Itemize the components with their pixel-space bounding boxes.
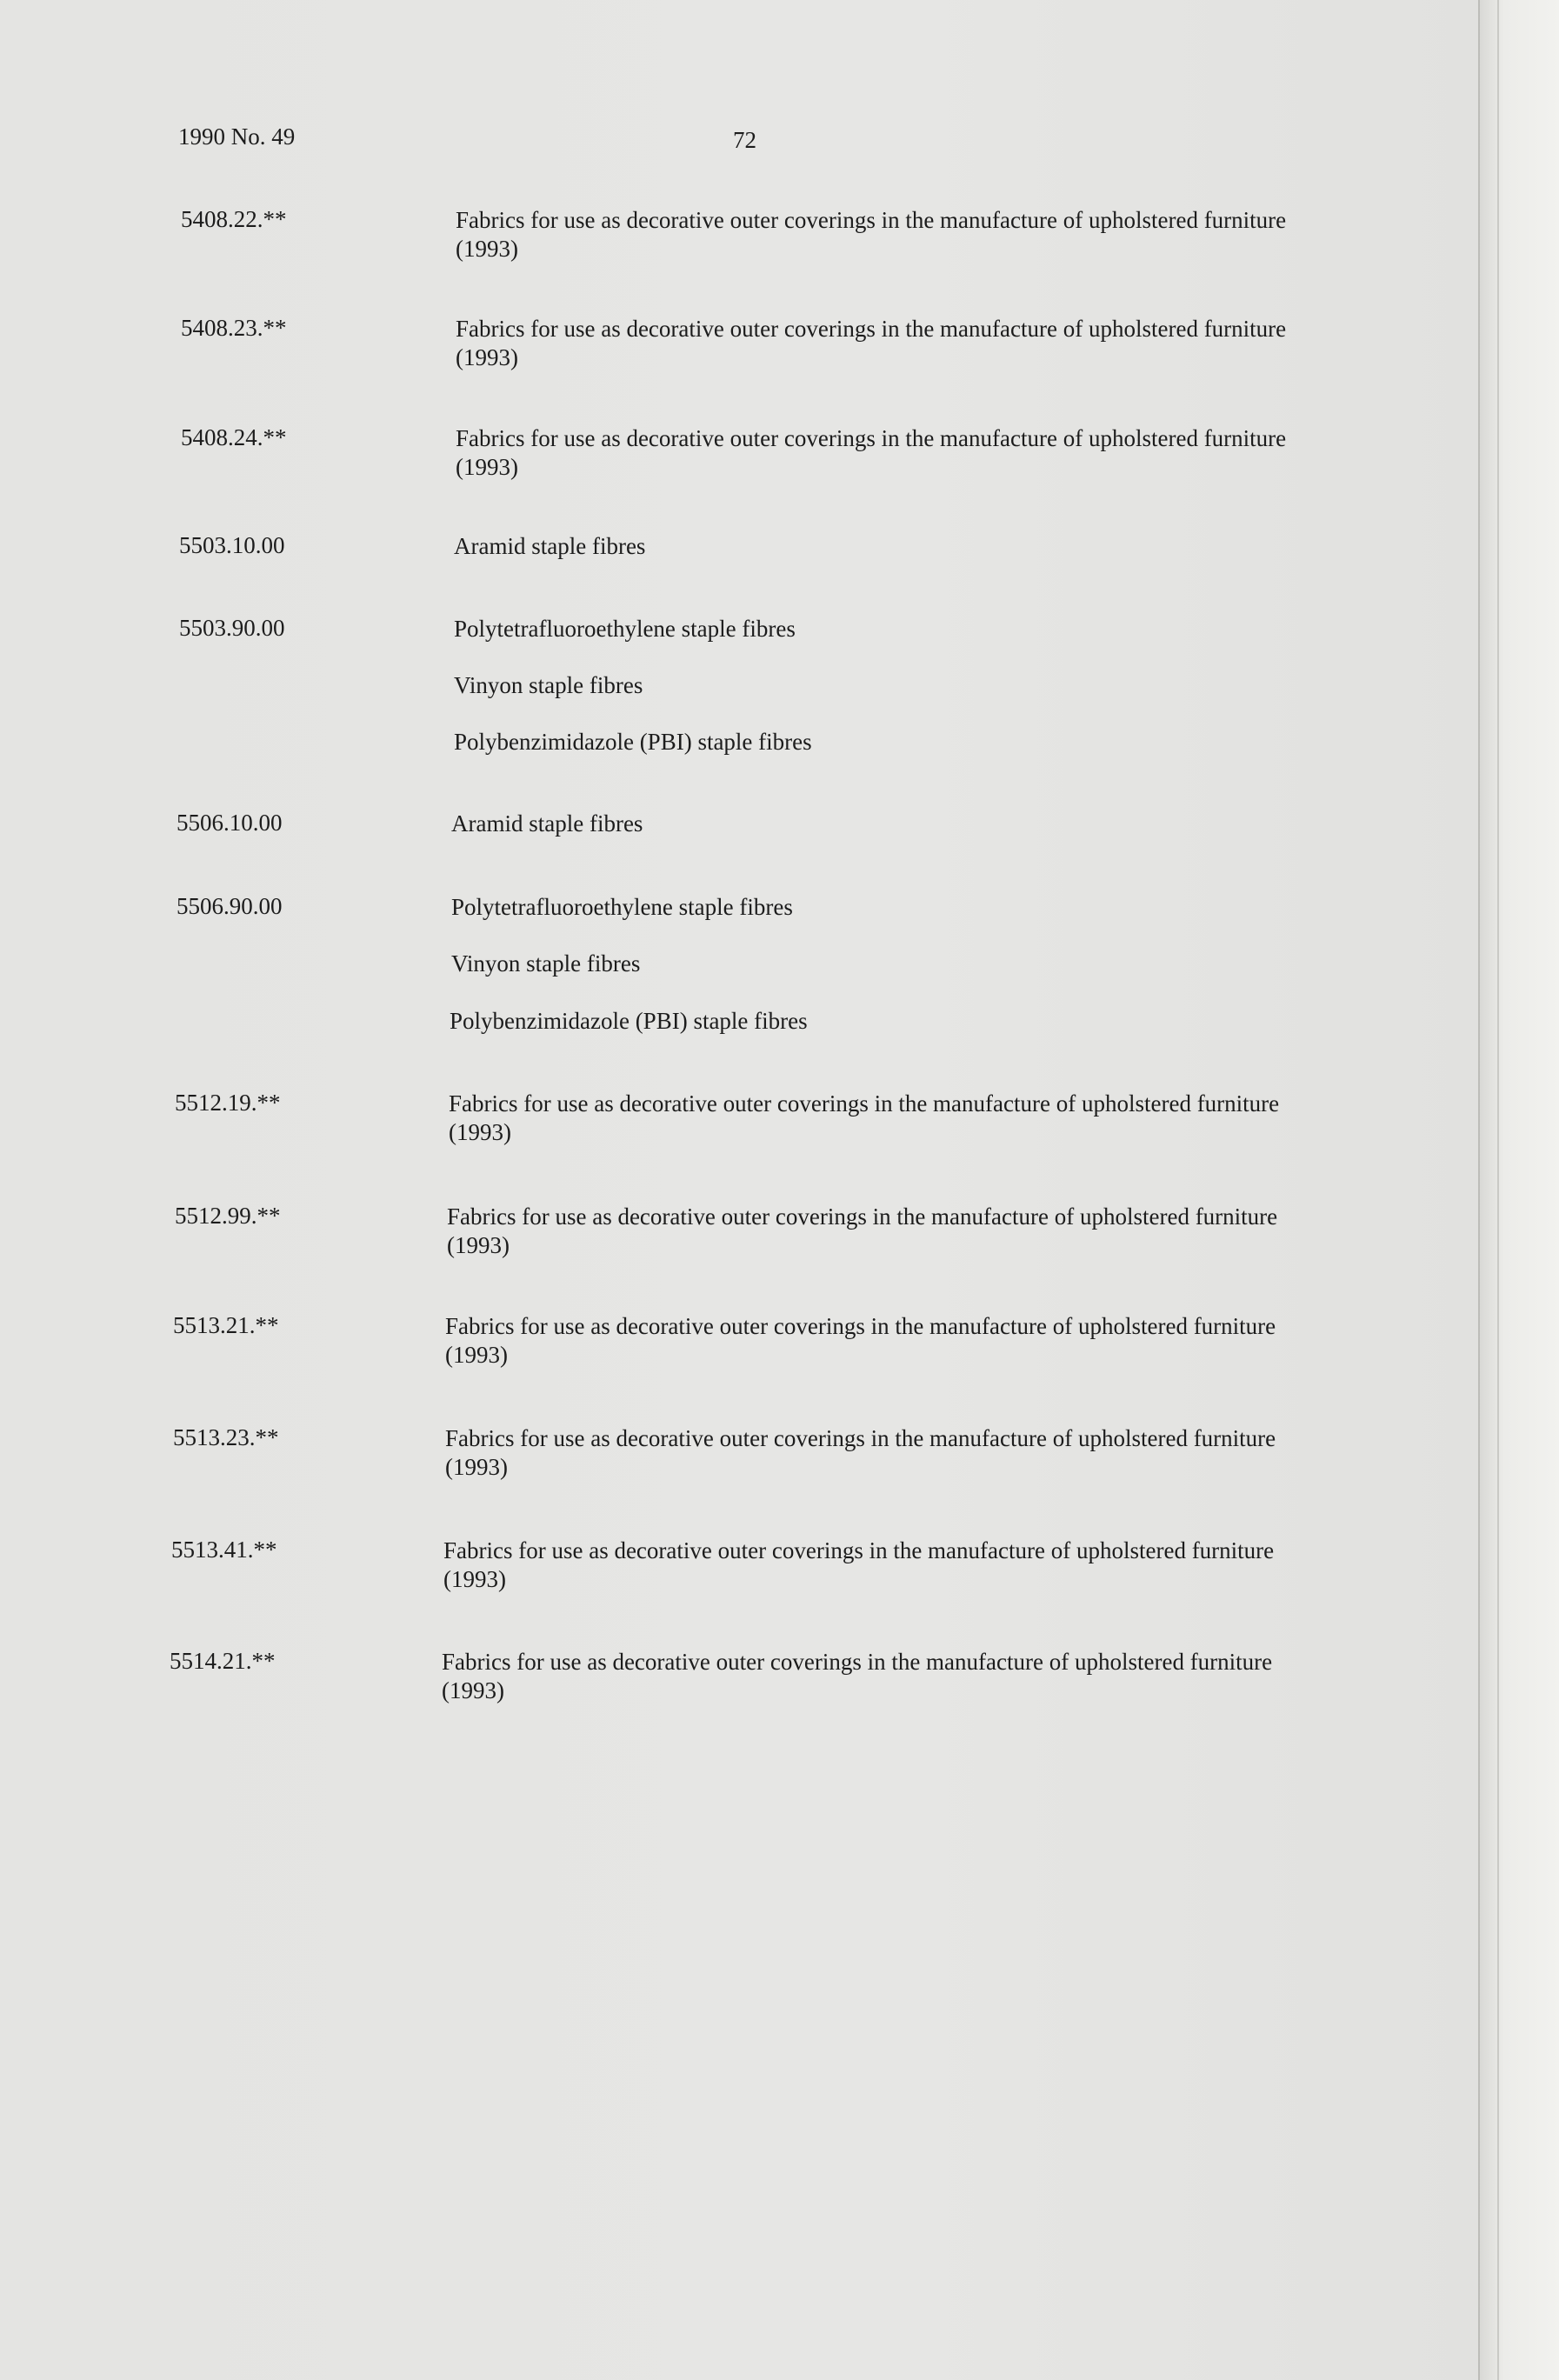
tariff-description: Fabrics for use as decorative outer coverings in the manufacture of upholstered furniture (1993) (449, 1090, 1280, 1145)
tariff-description: Vinyon staple fibres (454, 672, 643, 698)
tariff-code: 5506.10.00 (177, 810, 283, 836)
tariff-description: Aramid staple fibres (454, 533, 646, 559)
tariff-code: 5514.21.** (170, 1648, 276, 1674)
tariff-description: Fabrics for use as decorative outer coverings in the manufacture of upholstered furniture (1993) (443, 1537, 1275, 1592)
tariff-code: 5512.99.** (175, 1203, 281, 1229)
tariff-description: Polytetrafluoroethylene staple fibres (451, 894, 793, 920)
page-edge (1478, 0, 1559, 2380)
tariff-description: Polybenzimidazole (PBI) staple fibres (454, 729, 812, 755)
tariff-code: 5503.90.00 (179, 615, 285, 641)
document-reference: 1990 No. 49 (178, 123, 296, 150)
page-number: 72 (733, 127, 756, 153)
tariff-description: Vinyon staple fibres (451, 950, 641, 977)
tariff-description: Fabrics for use as decorative outer coverings in the manufacture of upholstered furniture (1993) (456, 207, 1287, 262)
tariff-description: Fabrics for use as decorative outer coverings in the manufacture of upholstered furniture (1993) (445, 1425, 1276, 1480)
tariff-code: 5408.24.** (181, 424, 287, 450)
tariff-description: Fabrics for use as decorative outer coverings in the manufacture of upholstered furniture (1993) (456, 316, 1287, 370)
tariff-description: Polybenzimidazole (PBI) staple fibres (450, 1008, 808, 1034)
tariff-description: Aramid staple fibres (451, 810, 643, 837)
tariff-code: 5503.10.00 (179, 532, 285, 558)
tariff-description: Fabrics for use as decorative outer coverings in the manufacture of upholstered furniture (1993) (456, 425, 1287, 480)
tariff-description: Fabrics for use as decorative outer coverings in the manufacture of upholstered furniture (1993) (447, 1203, 1278, 1258)
tariff-code: 5512.19.** (175, 1090, 281, 1116)
tariff-code: 5513.21.** (173, 1312, 279, 1338)
tariff-description: Polytetrafluoroethylene staple fibres (454, 616, 796, 642)
tariff-code: 5506.90.00 (177, 893, 283, 919)
binding-line (1497, 0, 1499, 2380)
tariff-description: Fabrics for use as decorative outer coverings in the manufacture of upholstered furniture (1993) (442, 1649, 1273, 1703)
tariff-code: 5513.23.** (173, 1424, 279, 1450)
tariff-code: 5408.23.** (181, 315, 287, 341)
tariff-description: Fabrics for use as decorative outer coverings in the manufacture of upholstered furniture (1993) (445, 1313, 1276, 1368)
tariff-code: 5408.22.** (181, 206, 287, 232)
tariff-code: 5513.41.** (171, 1537, 277, 1563)
